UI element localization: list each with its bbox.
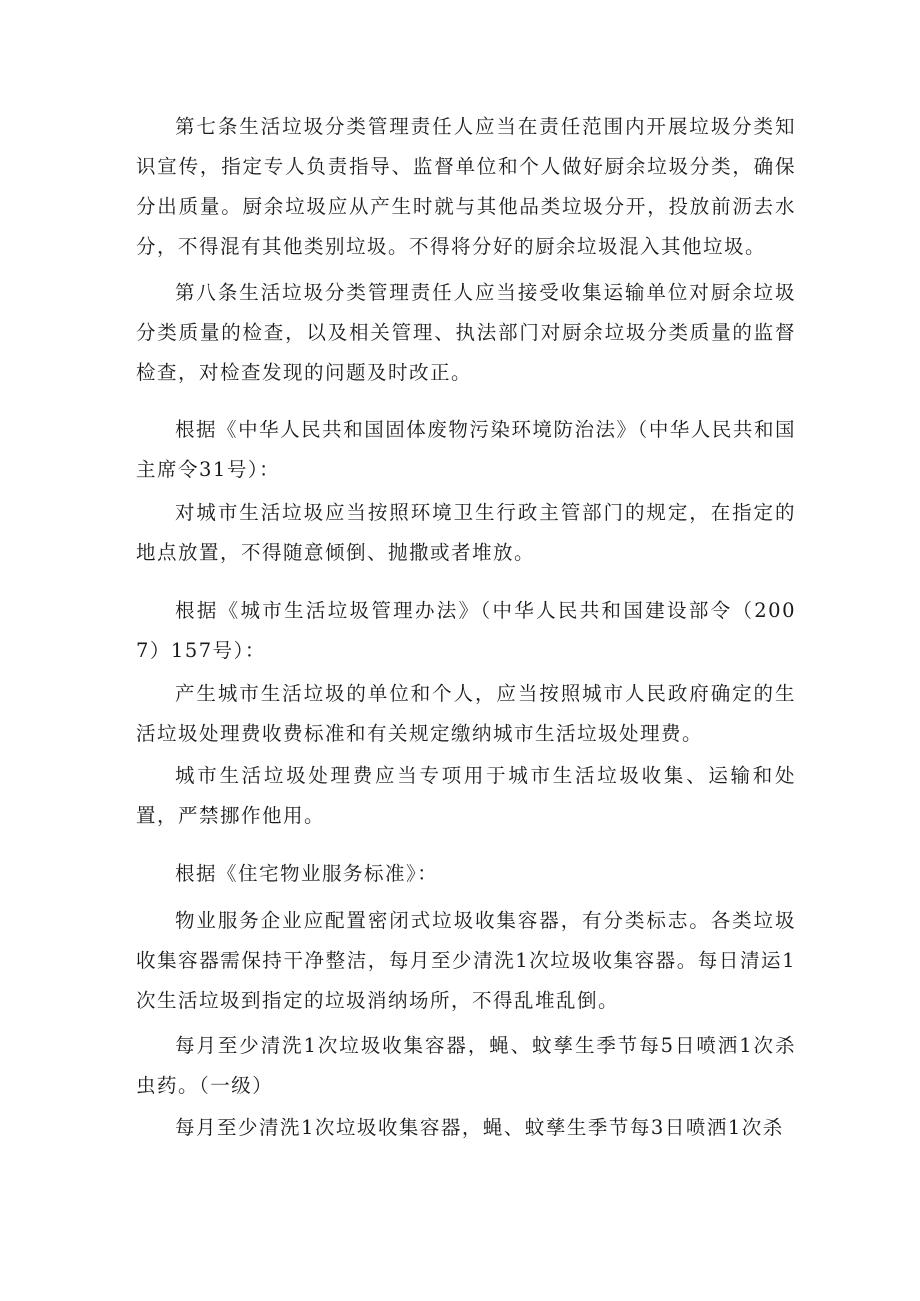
solid-waste-law-clause: 对城市生活垃圾应当按照环境卫生行政主管部门的规定，在指定的地点放置，不得随意倾倒、抛撒或者堆放。: [136, 501, 796, 564]
article-8-paragraph: 第八条生活垃圾分类管理责任人应当接受收集运输单位对厨余垃圾分类质量的检查，以及相关管理、执法部门对厨余垃圾分类质量的监督检查，对检查发现的问题及时改正。: [136, 281, 796, 384]
waste-fee-usage-clause: 城市生活垃圾处理费应当专项用于城市生活垃圾收集、运输和处置，严禁挪作他用。: [136, 764, 796, 827]
level-one-clause: 每月至少清洗1次垃圾收集容器，蝇、蚊孳生季节每5日喷洒1次杀虫药。（一级）: [136, 1034, 796, 1097]
property-service-standard-citation: 根据《住宅物业服务标准》：: [175, 862, 439, 885]
property-service-clause: 物业服务企业应配置密闭式垃圾收集容器，有分类标志。各类垃圾收集容器需保持干净整洁，每月至少清洗1次垃圾收集容器。每日清运1次生活垃圾到指定的垃圾消纳场所，不得乱堆乱倒。: [136, 909, 796, 1012]
urban-waste-regulation-citation: 根据《城市生活垃圾管理办法》（中华人民共和国建设部令（2007）157号）：: [136, 599, 796, 662]
solid-waste-law-citation: 根据《中华人民共和国固体废物污染环境防治法》（中华人民共和国主席令31号）：: [136, 418, 796, 481]
waste-fee-clause: 产生城市生活垃圾的单位和个人，应当按照城市人民政府确定的生活垃圾处理费收费标准和有关规定缴纳城市生活垃圾处理费。: [136, 682, 796, 745]
level-two-clause: 每月至少清洗1次垃圾收集容器，蝇、蚊孳生季节每3日喷洒1次杀: [175, 1116, 784, 1139]
article-7-paragraph: 第七条生活垃圾分类管理责任人应当在责任范围内开展垃圾分类知识宣传，指定专人负责指导、监督单位和个人做好厨余垃圾分类，确保分出质量。厨余垃圾应从产生时就与其他品类垃圾分开，投放前沥去水分，不得混有其他类别垃圾。不得将分好的厨余垃圾混入其他垃圾。: [136, 115, 796, 258]
